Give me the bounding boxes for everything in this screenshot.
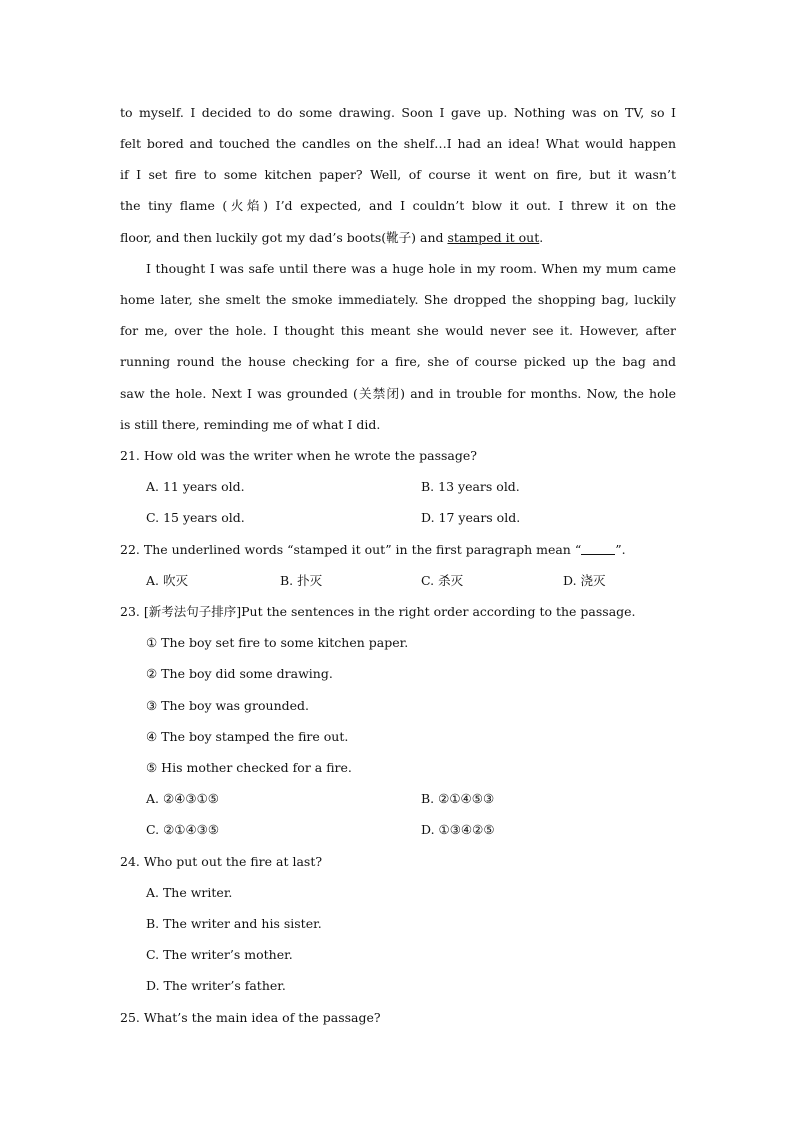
option-d: D. ①③④②⑤	[421, 822, 495, 837]
passage-line: felt bored and touched the candles on the shelf…I had an idea! What would happen	[120, 136, 676, 151]
passage-line-last	[120, 229, 676, 247]
passage-line: running round the house checking for a fire, she of course picked up the bag and	[120, 354, 676, 369]
option-b: B. 扑灭	[280, 573, 323, 588]
sentence-item: ④ The boy stamped the fire out.	[146, 729, 349, 744]
option-b: B. 13 years old.	[421, 479, 520, 494]
question-stem-text: 22. The underlined words “stamped it out” in the first paragraph mean “	[120, 542, 582, 557]
passage-line: to myself. I decided to do some drawing. Soon I gave up. Nothing was on TV, so I	[120, 105, 676, 120]
option-d: D. The writer’s father.	[146, 978, 286, 993]
underlined-phrase: stamped it out	[447, 230, 540, 245]
option-a: A. 11 years old.	[146, 479, 245, 494]
option-a: A. 吹灭	[146, 573, 188, 588]
passage-line: for me, over the hole. I thought this meant she would never see it. However, after	[120, 323, 676, 338]
question-stem: 25. What’s the main idea of the passage?	[120, 1010, 381, 1025]
question-stem-text: ”.	[615, 542, 626, 557]
question-stem: 24. Who put out the fire at last?	[120, 854, 323, 869]
option-a: A. The writer.	[146, 885, 233, 900]
option-c: C. ②①④③⑤	[146, 822, 220, 837]
sentence-item: ③ The boy was grounded.	[146, 698, 310, 713]
option-d: D. 17 years old.	[421, 510, 521, 525]
question-stem: 23. [新考法句子排序]Put the sentences in the right order according to the passage.	[120, 604, 636, 619]
option-c: C. 15 years old.	[146, 510, 245, 525]
passage-line: is still there, reminding me of what I did.	[120, 417, 381, 432]
question-stem	[120, 541, 676, 559]
passage-line: if I set fire to some kitchen paper? Well, of course it went on fire, but it wasn’t	[120, 167, 676, 182]
option-c: C. The writer’s mother.	[146, 947, 293, 962]
option-b: B. ②①④⑤③	[421, 791, 495, 806]
passage-line: I thought I was safe until there was a huge hole in my room. When my mum came	[146, 261, 676, 276]
passage-text: .	[539, 230, 544, 245]
passage-text: floor, and then luckily got my dad’s boots(靴子) and	[120, 230, 448, 245]
sentence-item: ① The boy set fire to some kitchen paper.	[146, 635, 409, 650]
sentence-item: ② The boy did some drawing.	[146, 666, 333, 681]
question-stem: 21. How old was the writer when he wrote the passage?	[120, 448, 477, 463]
passage-line: home later, she smelt the smoke immediately. She dropped the shopping bag, luckily	[120, 292, 676, 307]
option-c: C. 杀灭	[421, 573, 464, 588]
answer-blank	[581, 542, 615, 555]
option-d: D. 浇灭	[563, 573, 606, 588]
passage-line: saw the hole. Next I was grounded (关禁闭) and in trouble for months. Now, the hole	[120, 386, 676, 401]
option-b: B. The writer and his sister.	[146, 916, 322, 931]
sentence-item: ⑤ His mother checked for a fire.	[146, 760, 352, 775]
passage-line: the tiny flame (火焰) I’d expected, and I couldn’t blow it out. I threw it on the	[120, 198, 676, 213]
option-a: A. ②④③①⑤	[146, 791, 220, 806]
